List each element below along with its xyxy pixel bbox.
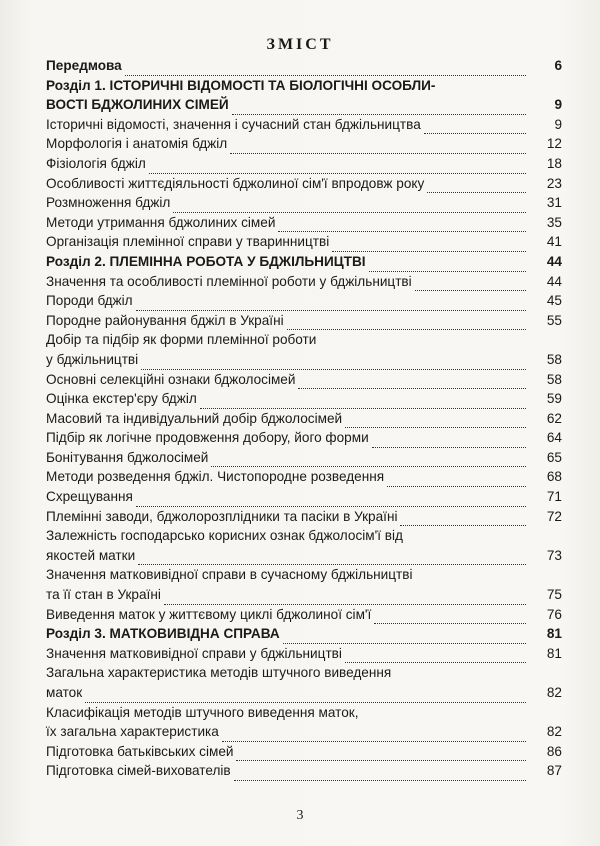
toc-entry-text — [46, 232, 534, 252]
toc-entry — [46, 644, 562, 664]
toc-entry-text — [46, 311, 534, 331]
toc-entry-label: ВОСТІ БДЖОЛИНИХ СІМЕЙ — [46, 97, 229, 113]
toc-entry-page: 62 — [546, 410, 562, 426]
toc-entry — [46, 134, 562, 154]
dot-leader — [278, 221, 526, 232]
dot-leader — [345, 417, 526, 428]
toc-entry-label: Значення та особливості племінної роботи у бджільництві — [46, 273, 412, 289]
toc-entry-text — [46, 330, 534, 369]
toc-entry-text — [46, 605, 534, 625]
toc-entry-label: Історичні відомості, значення і сучасний стан бджільництва — [46, 116, 421, 132]
dot-leader — [138, 554, 526, 565]
toc-entry-text — [46, 663, 534, 702]
toc-entry-label: їх загальна характеристика — [46, 724, 219, 740]
toc-entry-text — [46, 56, 534, 76]
toc-entry — [46, 252, 562, 272]
toc-entry — [46, 605, 562, 625]
dot-leader — [332, 241, 526, 252]
toc-entry-label: та її стан в Україні — [46, 587, 161, 603]
toc-entry-page: 65 — [546, 449, 562, 465]
toc-entry-label: якостей матки — [46, 547, 136, 563]
toc-entry-text — [46, 428, 534, 448]
toc-entry-label: Методи розведення бджіл. Чистопородне розведення — [46, 469, 385, 485]
dot-leader — [387, 476, 526, 487]
dot-leader — [141, 359, 526, 370]
toc-entry-label: Значення матковивідної справи в сучасному бджільництві — [46, 567, 413, 583]
page-number: 3 — [296, 808, 304, 823]
toc-entry-text — [46, 154, 534, 174]
toc-entry-label: Організація племінної справи у тваринництві — [46, 234, 330, 250]
toc-entry-page: 44 — [546, 273, 562, 289]
toc-entry-text — [46, 76, 534, 115]
dot-leader — [125, 65, 526, 76]
toc-entry — [46, 526, 562, 565]
toc-entry-text — [46, 644, 534, 664]
toc-entry-text — [46, 565, 534, 604]
toc-entry-text — [46, 389, 534, 409]
toc-entry — [46, 448, 562, 468]
toc-entry — [46, 213, 562, 233]
toc-entry-label: Розділ 2. ПЛЕМІННА РОБОТА У БДЖІЛЬНИЦТВІ — [46, 253, 366, 269]
toc-entry-page: 58 — [546, 371, 562, 387]
dot-leader — [345, 652, 526, 663]
dot-leader — [211, 456, 526, 467]
dot-leader — [200, 398, 526, 409]
toc-entry-label: Передмова — [46, 58, 122, 73]
dot-leader — [369, 261, 526, 272]
toc-entry-text — [46, 213, 534, 233]
toc-entry-page: 73 — [546, 547, 562, 563]
toc-entry-text — [46, 272, 534, 292]
toc-entry — [46, 409, 562, 429]
dot-leader — [136, 496, 526, 507]
toc-entry — [46, 761, 562, 781]
toc-entry-label: Значення матковивідної справи у бджільництві — [46, 645, 342, 661]
dot-leader — [374, 613, 526, 624]
toc-entry-label: Породи бджіл — [46, 293, 133, 309]
toc-entry-text — [46, 703, 534, 742]
toc-entry-page: 82 — [546, 685, 562, 700]
toc-entry-label: Загальна характеристика методів штучного виведення — [46, 665, 392, 681]
dot-leader — [287, 319, 526, 330]
toc-entry-page: 71 — [546, 489, 562, 505]
table-of-contents — [46, 56, 562, 781]
toc-entry-label: Особливості життєдіяльності бджолиної сім'ї впродовж року — [46, 175, 425, 191]
dot-leader — [372, 437, 526, 448]
toc-entry-label: Класифікація методів штучного виведення маток, — [46, 704, 359, 720]
toc-entry — [46, 565, 562, 604]
toc-entry — [46, 330, 562, 369]
toc-entry-page: 68 — [546, 469, 562, 485]
toc-entry-label: Виведення маток у життєвому циклі бджолиної сім'ї — [46, 606, 372, 622]
toc-entry — [46, 507, 562, 527]
dot-leader — [149, 163, 526, 174]
toc-entry-page: 64 — [546, 430, 562, 446]
toc-entry-text — [46, 624, 534, 644]
toc-entry-page: 81 — [546, 645, 562, 661]
toc-entry — [46, 663, 562, 702]
toc-entry — [46, 370, 562, 390]
toc-entry-label: Підготовка батьківських сімей — [46, 743, 234, 759]
toc-entry-page: 59 — [546, 391, 562, 407]
toc-entry — [46, 467, 562, 487]
toc-entry-label: Племінні заводи, бджолорозплідники та пасіки в Україні — [46, 508, 398, 524]
toc-entry — [46, 76, 562, 115]
toc-entry-text — [46, 507, 534, 527]
toc-entry-page: 87 — [546, 763, 562, 779]
toc-entry-label: Залежність господарсько корисних ознак бджолосім'ї від — [46, 528, 403, 544]
dot-leader — [427, 182, 526, 193]
dot-leader — [85, 692, 526, 703]
toc-entry-label: Фізіологія бджіл — [46, 155, 146, 171]
toc-entry-label: Методи утримання бджолиних сімей — [46, 214, 276, 230]
toc-entry — [46, 742, 562, 762]
toc-entry-page: 76 — [546, 606, 562, 622]
toc-entry-page: 45 — [546, 293, 562, 309]
toc-entry-label: Породне районування бджіл в Україні — [46, 312, 284, 328]
toc-entry-page: 23 — [546, 175, 562, 191]
toc-entry-label: Розмноження бджіл — [46, 195, 171, 211]
toc-entry-label: Добір та підбір як форми племінної роботи — [46, 332, 317, 348]
toc-entry-text — [46, 134, 534, 154]
dot-leader — [298, 378, 526, 389]
toc-entry-text — [46, 174, 534, 194]
toc-entry-text — [46, 193, 534, 213]
toc-entry-text — [46, 487, 534, 507]
toc-entry-label: Масовий та індивідуальний добір бджолосімей — [46, 410, 343, 426]
dot-leader — [234, 770, 526, 781]
toc-entry-label: Розділ 1. ІСТОРИЧНІ ВІДОМОСТІ ТА БІОЛОГІЧНІ ОСОБЛИ- — [46, 77, 436, 93]
toc-entry-label: Схрещування — [46, 489, 133, 505]
toc-entry — [46, 703, 562, 742]
toc-entry-text — [46, 761, 534, 781]
toc-entry-page: 75 — [546, 587, 562, 603]
toc-entry-label: маток — [46, 685, 83, 700]
toc-entry-label: Морфологія і анатомія бджіл — [46, 136, 228, 152]
toc-entry-page: 31 — [546, 195, 562, 211]
dot-leader — [400, 515, 526, 526]
dot-leader — [415, 280, 526, 291]
toc-entry-page: 44 — [546, 253, 562, 269]
dot-leader — [164, 594, 526, 605]
toc-entry — [46, 174, 562, 194]
toc-entry-text — [46, 291, 534, 311]
toc-entry-page: 81 — [546, 626, 562, 642]
toc-entry-page: 9 — [554, 97, 562, 113]
toc-entry-page: 9 — [554, 116, 562, 132]
toc-entry — [46, 115, 562, 135]
dot-leader — [230, 143, 526, 154]
dot-leader — [232, 104, 526, 115]
toc-entry-page: 58 — [546, 351, 562, 367]
toc-entry-label: Оцінка екстер'єру бджіл — [46, 391, 197, 407]
toc-entry-page: 6 — [554, 58, 562, 73]
toc-entry-page: 55 — [546, 312, 562, 328]
toc-entry — [46, 428, 562, 448]
dot-leader — [283, 633, 526, 644]
toc-entry-page: 35 — [546, 214, 562, 230]
toc-entry — [46, 193, 562, 213]
toc-entry-label: Основні селекційні ознаки бджолосімей — [46, 371, 296, 387]
toc-entry-text — [46, 526, 534, 565]
toc-entry-label: Підбір як логічне продовження добору, його форми — [46, 430, 369, 446]
toc-entry-text — [46, 370, 534, 390]
toc-entry — [46, 291, 562, 311]
toc-entry — [46, 232, 562, 252]
dot-leader — [222, 731, 526, 742]
toc-entry-text — [46, 409, 534, 429]
toc-entry-page: 72 — [546, 508, 562, 524]
toc-entry — [46, 311, 562, 331]
toc-entry-text — [46, 448, 534, 468]
toc-entry-text — [46, 115, 534, 135]
toc-entry — [46, 154, 562, 174]
toc-entry-label: Розділ 3. МАТКОВИВІДНА СПРАВА — [46, 626, 280, 642]
toc-entry-page: 82 — [546, 724, 562, 740]
toc-entry — [46, 272, 562, 292]
dot-leader — [173, 202, 526, 213]
toc-entry-page: 18 — [546, 155, 562, 171]
toc-entry — [46, 624, 562, 644]
toc-entry-label: у бджільництві — [46, 351, 139, 367]
toc-entry-page: 41 — [546, 234, 562, 250]
toc-entry — [46, 487, 562, 507]
dot-leader — [424, 123, 526, 134]
toc-entry-page: 86 — [546, 743, 562, 759]
dot-leader — [236, 750, 526, 761]
toc-entry-label: Бонітування бджолосімей — [46, 449, 209, 465]
toc-entry-text — [46, 467, 534, 487]
toc-title: ЗМІСТ — [266, 36, 334, 53]
toc-entry-text — [46, 742, 534, 762]
toc-entry-label: Підготовка сімей-вихователів — [46, 763, 231, 779]
toc-entry-page: 12 — [546, 136, 562, 152]
dot-leader — [136, 300, 526, 311]
toc-entry — [46, 389, 562, 409]
toc-entry — [46, 56, 562, 76]
toc-entry-text — [46, 252, 534, 272]
